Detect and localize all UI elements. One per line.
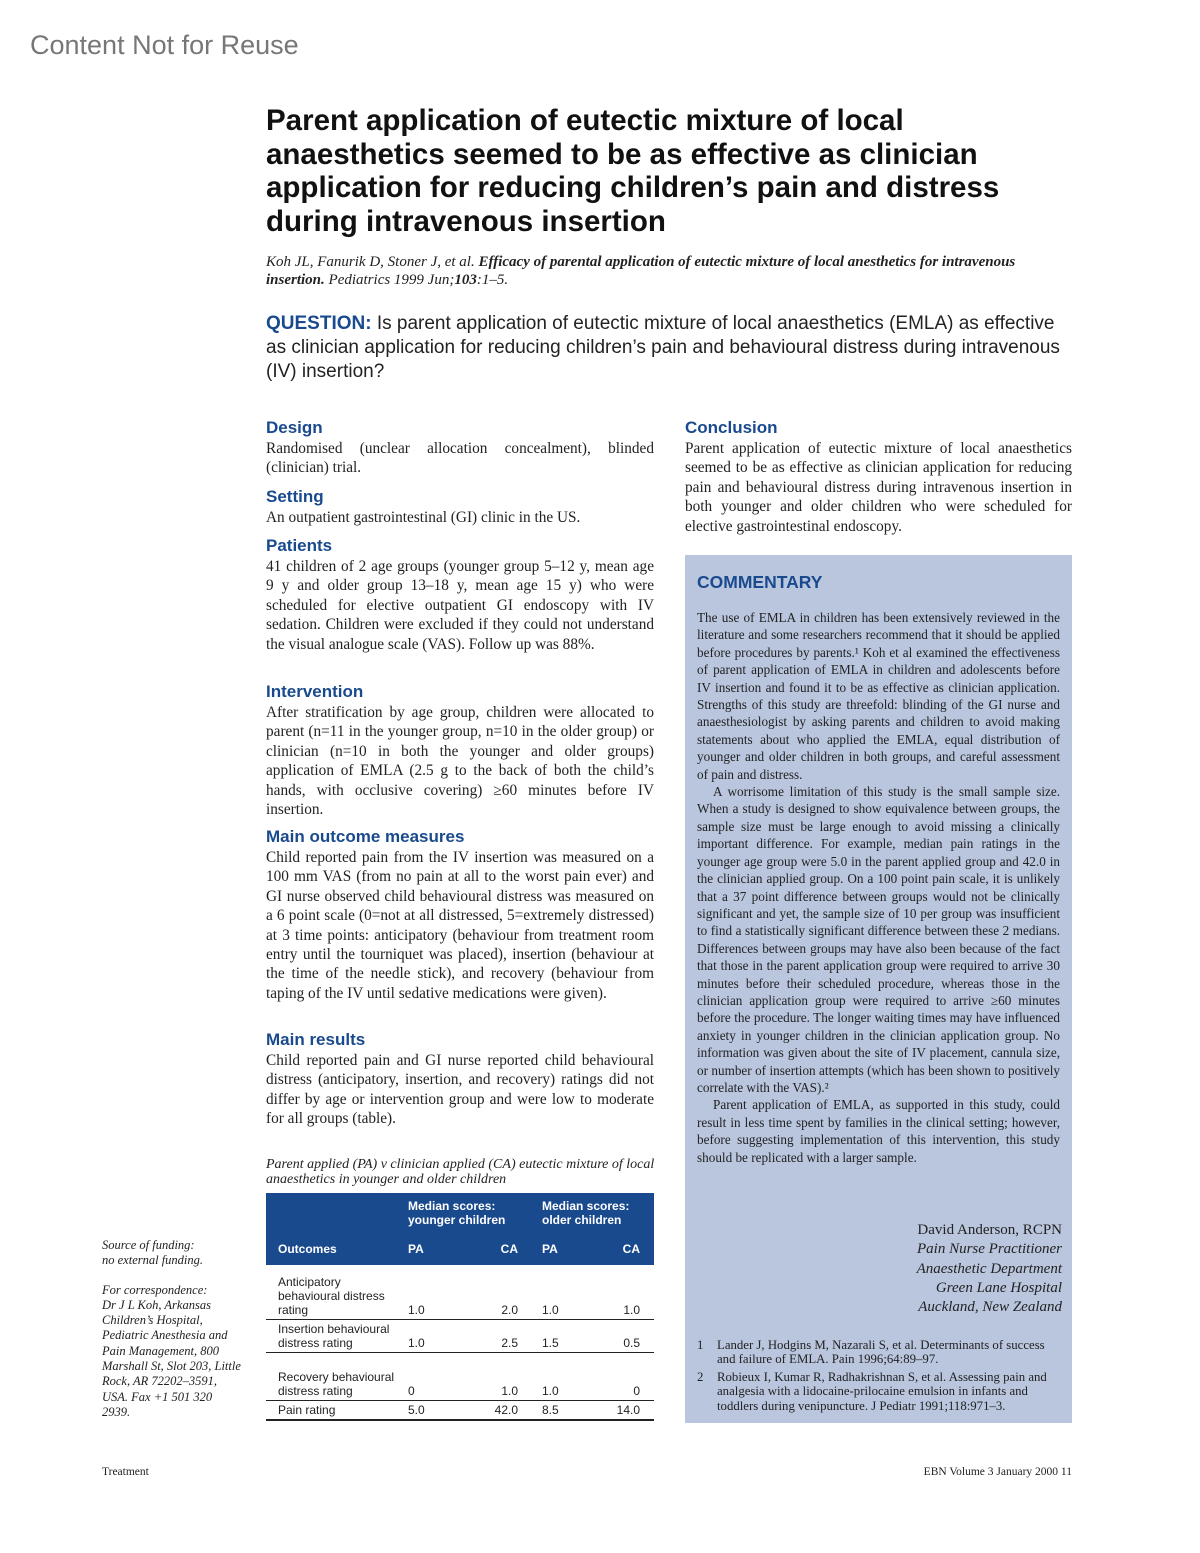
- table-cell: 0.5: [590, 1319, 654, 1352]
- table-cell: 2.5: [464, 1319, 532, 1352]
- table-caption: Parent applied (PA) v clinician applied (CA) eutectic mixture of local anaesthetics in younger and older children: [266, 1157, 655, 1187]
- references-list: [697, 1338, 1060, 1416]
- citation-pages: :1–5.: [476, 272, 509, 288]
- section-text: Child reported pain from the IV insertion was measured on a 100 mm VAS (from no pain at all to the worst pain ever) and GI nurse observed child behavioural distress was measured on a 6 point scale (0=not at all distressed, 5=extremely distressed) at 3 time points: anticipatory (behaviour from treatment room entry until the tourniquet was placed), insertion (behaviour at the time of the needle stick), and recovery (behaviour from taping of the IV until sedative medications were given).: [266, 849, 654, 1002]
- table-row: [266, 1400, 654, 1420]
- outcome-table: [266, 1193, 654, 1421]
- sidebar-notes: [102, 1238, 242, 1420]
- reference-number: 1: [697, 1338, 704, 1352]
- section-text: 41 children of 2 age groups (younger group 5–12 y, mean age 9 y and older group 13–18 y, mean age 15 y) who were scheduled for elective outpatient GI endoscopy with IV sedation. Children were excluded if they could not understand the visual analogue scale (VAS). Follow up was 88%.: [266, 558, 654, 653]
- table-group-header-blank: [266, 1193, 398, 1233]
- citation-authors: Koh JL, Fanurik D, Stoner J, et al.: [266, 254, 475, 270]
- table-cell: 1.0: [398, 1271, 464, 1319]
- table-cell: 2.0: [464, 1271, 532, 1319]
- watermark-text: Content Not for Reuse: [30, 30, 299, 60]
- table-cell: 0: [398, 1352, 464, 1400]
- correspondence-label: For correspondence:: [102, 1282, 208, 1297]
- table-group-header-row: [266, 1193, 654, 1233]
- table-row: [266, 1352, 654, 1400]
- table-row-label: Recovery behavioural distress rating: [266, 1352, 398, 1400]
- section-heading: Setting: [266, 487, 324, 506]
- commentary-paragraph: The use of EMLA in children has been extensively reviewed in the literature and some researchers recommend that it should be applied before procedures by parents.¹ Koh et al examined the effectiveness of parent application of EMLA in children and adolescents before IV insertion and found it to be as effective as clinician application. Strengths of this study are threefold: blinding of the GI nurse and anaesthesiologist by asking parents and children to avoid making statements about who applied the EMLA, equal distribution of younger and older children in both groups, and careful assessment of pain and distress.: [697, 610, 1060, 782]
- question-label: QUESTION:: [266, 313, 372, 334]
- table-cell: 1.0: [532, 1352, 590, 1400]
- table-row: [266, 1319, 654, 1352]
- reference-item: [697, 1338, 1060, 1367]
- table-group-header-younger: Median scores: younger children: [398, 1193, 532, 1233]
- commentary-signature: [860, 1221, 1062, 1317]
- table-cell: 0: [590, 1352, 654, 1400]
- signature-department: Anaesthetic Department: [916, 1260, 1062, 1277]
- article-title: Parent application of eutectic mixture of local anaesthetics seemed to be as effective as clinician application for reducing children’s pain and distress during intravenous insertion: [266, 104, 1000, 238]
- signature-role: Pain Nurse Practitioner: [917, 1241, 1062, 1258]
- table-cell: 1.0: [464, 1352, 532, 1400]
- section-heading: Conclusion: [685, 418, 778, 437]
- section-heading: Main results: [266, 1030, 366, 1049]
- commentary-paragraph: A worrisome limitation of this study is the small sample size. When a study is designed to show equivalence between groups, the sample size must be large enough to avoid missing a clinically important difference. For example, median pain ratings in the younger age group were 5.0 in the parent applied group and 42.0 in the clinician applied group. On a 100 point pain scale, it is unlikely that a 37 point difference between groups would not be clinically significant and yet, the sample size of 10 per group was insufficient to find a statistically significant difference between these 2 medians. Differences between groups may have also been because of the fact that those in the parent application group were required to arrive 30 minutes before their scheduled procedure, whereas those in the clinician application group were required to arrive ≥60 minutes before the procedure. The longer waiting times may have influenced anxiety in younger children in the clinician application group. No information was given about the site of IV placement, cannula size, or number of insertion attempts (which has been shown to positively correlate with the VAS).²: [697, 784, 1060, 1095]
- section-text: An outpatient gastrointestinal (GI) clinic in the US.: [266, 509, 581, 526]
- table-cell: 1.0: [532, 1271, 590, 1319]
- table-cell: 1.5: [532, 1319, 590, 1352]
- section-main-results: [266, 1030, 654, 1129]
- section-heading: Design: [266, 418, 323, 437]
- reference-item: [697, 1370, 1060, 1413]
- footer-section-label: Treatment: [102, 1466, 149, 1478]
- section-text: Child reported pain and GI nurse reported child behavioural distress (anticipatory, insertion, and recovery) ratings did not differ by age or intervention group and were low to moderate for all groups (table).: [266, 1052, 654, 1128]
- citation: [266, 253, 1066, 289]
- table-cell: 5.0: [398, 1400, 464, 1420]
- funding-value: no external funding.: [102, 1253, 204, 1268]
- section-patients: [266, 536, 654, 654]
- commentary-heading: COMMENTARY: [697, 572, 823, 592]
- section-intervention: [266, 682, 654, 819]
- section-setting: [266, 487, 654, 527]
- section-text: After stratification by age group, children were allocated to parent (n=11 in the younger group, n=10 in the older group) or clinician (n=10 in both the younger and older groups) application of EMLA (2.5 g to the back of both the child’s hands, with occlusive covering) ≥60 minutes before IV insertion.: [266, 704, 654, 819]
- table-header-ca-older: CA: [590, 1233, 654, 1265]
- commentary-paragraph: Parent application of EMLA, as supported in this study, could result in less time spent by families in the clinical setting; however, before suggesting implementation of this intervention, this study should be replicated with a larger sample.: [697, 1097, 1060, 1165]
- table-header-pa-older: PA: [532, 1233, 590, 1265]
- signature-location: Auckland, New Zealand: [918, 1299, 1062, 1316]
- table-cell: 14.0: [590, 1400, 654, 1420]
- row-label-text: Anticipatory behavioural distress rating: [278, 1274, 385, 1317]
- reference-text: Lander J, Hodgins M, Nazarali S, et al. Determinants of success and failure of EMLA. Pain 1996;64:89–97.: [717, 1338, 1045, 1367]
- signature-name: David Anderson, RCPN: [917, 1222, 1062, 1238]
- citation-article-title: Efficacy of parental application of eutectic mixture of local anesthetics for intravenous insertion.: [266, 254, 1016, 288]
- section-heading: Main outcome measures: [266, 827, 465, 846]
- table-header-outcomes: Outcomes: [266, 1233, 398, 1265]
- table-cell: 8.5: [532, 1400, 590, 1420]
- section-design: [266, 418, 654, 478]
- section-conclusion: [685, 418, 1072, 536]
- reference-number: 2: [697, 1369, 704, 1384]
- signature-hospital: Green Lane Hospital: [935, 1279, 1062, 1296]
- citation-journal: Pediatrics 1999 Jun;: [328, 272, 455, 288]
- table-header-ca-younger: CA: [464, 1233, 532, 1265]
- commentary-body: [697, 609, 1060, 1166]
- section-heading: Patients: [266, 536, 333, 555]
- question-block: [266, 312, 1066, 384]
- table-row: [266, 1271, 654, 1319]
- table-cell: 1.0: [590, 1271, 654, 1319]
- table-row-label: Pain rating: [266, 1400, 398, 1420]
- table-header-pa-younger: PA: [398, 1233, 464, 1265]
- footer-page-info: EBN Volume 3 January 2000 11: [923, 1466, 1072, 1478]
- question-text: Is parent application of eutectic mixture of local anaesthetics (EMLA) as effective as clinician application for reducing children’s pain and behavioural distress during intravenous (IV) insertion?: [266, 313, 1060, 382]
- section-text: Randomised (unclear allocation concealment), blinded (clinician) trial.: [266, 440, 654, 477]
- correspondence-text: Dr J L Koh, Arkansas Children’s Hospital, Pediatric Anesthesia and Pain Management, 800 Marshall St, Slot 203, Little Rock, AR 72202–3591, USA. Fax +1 501 320 2939.: [102, 1297, 241, 1419]
- reference-text: Robieux I, Kumar R, Radhakrishnan S, et al. Assessing pain and analgesia with a lidocaine-prilocaine emulsion in infants and toddlers during venipuncture. J Pediatr 1991;118:971–3.: [717, 1369, 1047, 1413]
- table-group-header-older: Median scores: older children: [532, 1193, 654, 1233]
- table-cell: 1.0: [398, 1319, 464, 1352]
- section-outcome-measures: [266, 827, 654, 1003]
- table-column-header-row: [266, 1233, 654, 1265]
- section-heading: Intervention: [266, 682, 364, 701]
- table-row-label: Insertion behavioural distress rating: [266, 1319, 398, 1352]
- funding-label: Source of funding:: [102, 1238, 195, 1252]
- table-row-label: [266, 1271, 398, 1319]
- citation-volume: 103: [454, 272, 477, 288]
- table-cell: 42.0: [464, 1400, 532, 1420]
- section-text: Parent application of eutectic mixture of local anaesthetics seemed to be as effective as clinician application for reducing pain and behavioural distress during intravenous insertion in both younger and older children who were scheduled for elective gastrointestinal endoscopy.: [685, 440, 1072, 535]
